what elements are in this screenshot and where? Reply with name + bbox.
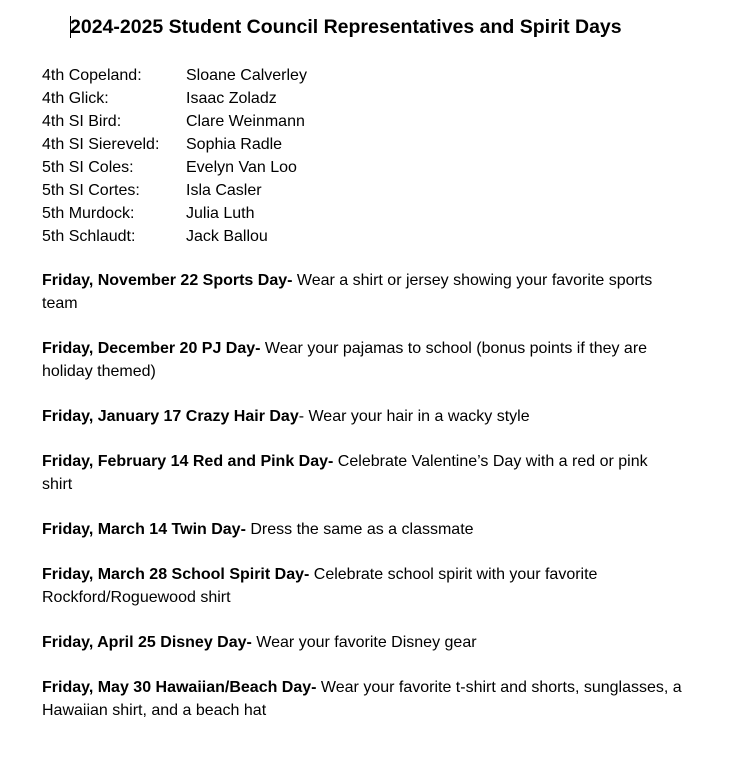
rep-class: 5th SI Cortes: [42,182,140,199]
rep-name: Isaac Zoladz [186,90,277,107]
spirit-day-description: Wear a shirt or jersey showing your favorite sports team [42,272,653,312]
rep-class: 5th Murdock: [42,205,135,222]
spirit-day-description: Wear your favorite Disney gear [251,634,477,651]
rep-name: Clare Weinmann [186,113,305,130]
spirit-day [42,337,682,383]
spirit-day-description: - Wear your hair in a wacky style [298,408,530,425]
spirit-day-title: Friday, March 14 Twin Day- [42,521,246,538]
spirit-day-description: Dress the same as a classmate [245,521,474,538]
spirit-day-description: Wear your favorite t-shirt and shorts, sunglasses, a Hawaiian shirt, and a beach hat [42,679,682,719]
spirit-day [42,518,682,541]
spirit-day [42,405,682,428]
spirit-day-description: Celebrate Valentine’s Day with a red or pink shirt [42,453,648,493]
spirit-day-description: Celebrate school spirit with your favorite Rockford/Roguewood shirt [42,566,598,606]
rep-name: Julia Luth [186,205,255,222]
spirit-day-title: Friday, February 14 Red and Pink Day- [42,453,334,470]
spirit-day-title: Friday, May 30 Hawaiian/Beach Day- [42,679,317,696]
rep-name: Sloane Calverley [186,67,307,84]
spirit-day-title: Friday, December 20 PJ Day- [42,340,261,357]
rep-name: Isla Casler [186,182,262,199]
rep-name: Evelyn Van Loo [186,159,297,176]
rep-class: 5th SI Coles: [42,159,134,176]
rep-class: 4th Copeland: [42,67,142,84]
spirit-day-title: Friday, March 28 School Spirit Day- [42,566,310,583]
spirit-day-title: Friday, November 22 Sports Day- [42,272,293,289]
document-title: 2024-2025 Student Council Representatives and Spirit Days [70,16,622,38]
spirit-day [42,676,682,722]
rep-class: 5th Schlaudt: [42,228,136,245]
spirit-days-list [42,269,682,744]
spirit-day-title: Friday, April 25 Disney Day- [42,634,252,651]
spirit-day [42,631,682,654]
rep-name: Sophia Radle [186,136,283,153]
rep-name: Jack Ballou [186,228,268,245]
spirit-day [42,450,682,496]
rep-class: 4th Glick: [42,90,109,107]
spirit-day [42,563,682,609]
rep-class: 4th SI Siereveld: [42,136,160,153]
rep-class: 4th SI Bird: [42,113,122,130]
spirit-day-description: Wear your pajamas to school (bonus points if they are holiday themed) [42,340,648,380]
spirit-day [42,269,682,315]
spirit-day-title: Friday, January 17 Crazy Hair Day [42,408,299,425]
